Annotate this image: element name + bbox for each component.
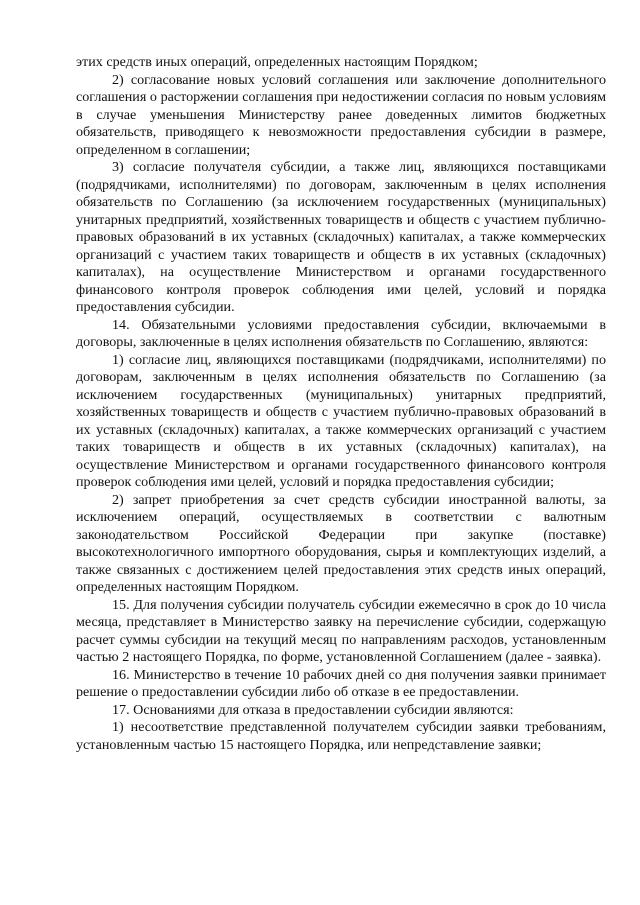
paragraph-section-17-item-1: 1) несоответствие представленной получателем субсидии заявки требованиям, установленным частью 15 настоящего Порядка, или непредставление заявки; <box>76 719 606 753</box>
document-page <box>76 54 606 754</box>
paragraph-section-14-item-1: 1) согласие лиц, являющихся поставщиками (подрядчиками, исполнителями) по договорам, заключенным в целях исполнения обязательств по Соглашению (за исключением государственных (муниципальных) унитарных предприятий, хозяйственных товариществ и обществ с участием публично-правовых образований в их уставных (складочных) капиталах, а также коммерческих организаций с участием таких товариществ и обществ в их уставных (складочных) капиталах), на осуществление Министерством и органами государственного финансового контроля проверок соблюдения ими целей, условий и порядка предоставления субсидии; <box>76 351 606 490</box>
paragraph-section-14-item-2: 2) запрет приобретения за счет средств субсидии иностранной валюты, за исключением операций, осуществляемых в соответствии с валютным законодательством Российской Федерации при закупке (поставке) высокотехнологичного импортного оборудования, сырья и комплектующих изделий, а также связанных с достижением целей предоставления этих средств иных операций, определенных настоящим Порядком. <box>76 491 606 595</box>
paragraph-section-16: 16. Министерство в течение 10 рабочих дней со дня получения заявки принимает решение о предоставлении субсидии либо об отказе в ее предоставлении. <box>76 666 606 700</box>
paragraph-item-2: 2) согласование новых условий соглашения или заключение дополнительного соглашения о расторжении соглашения при недостижении согласия по новым условиям в случае уменьшения Министерству ранее доведенных лимитов бюджетных обязательств, приводящего к невозможности предоставления субсидии в размере, определенном в соглашении; <box>76 71 606 158</box>
paragraph-section-14: 14. Обязательными условиями предоставления субсидии, включаемыми в договоры, заключенные в целях исполнения обязательств по Соглашению, являются: <box>76 316 606 350</box>
paragraph-continuation: этих средств иных операций, определенных настоящим Порядком; <box>76 54 478 70</box>
paragraph-section-15: 15. Для получения субсидии получатель субсидии ежемесячно в срок до 10 числа месяца, представляет в Министерство заявку на перечисление субсидии, содержащую расчет суммы субсидии на текущий месяц по направлениям расходов, установленным частью 2 настоящего Порядка, по форме, установленной Соглашением (далее - заявка). <box>76 596 606 665</box>
paragraph-section-17: 17. Основаниями для отказа в предоставлении субсидии являются: <box>112 701 514 718</box>
paragraph-item-3: 3) согласие получателя субсидии, а также лиц, являющихся поставщиками (подрядчиками, исполнителями) по договорам, заключенным в целях исполнения обязательств по Соглашению (за исключением государственных (муниципальных) унитарных предприятий, хозяйственных товариществ и обществ с участием публично-правовых образований в их уставных (складочных) капиталах, а также коммерческих организаций с участием таких товариществ и обществ в их уставных (складочных) капиталах), на осуществление Министерством и органами государственного финансового контроля проверок соблюдения ими целей, условий и порядка предоставления субсидии. <box>76 159 606 315</box>
